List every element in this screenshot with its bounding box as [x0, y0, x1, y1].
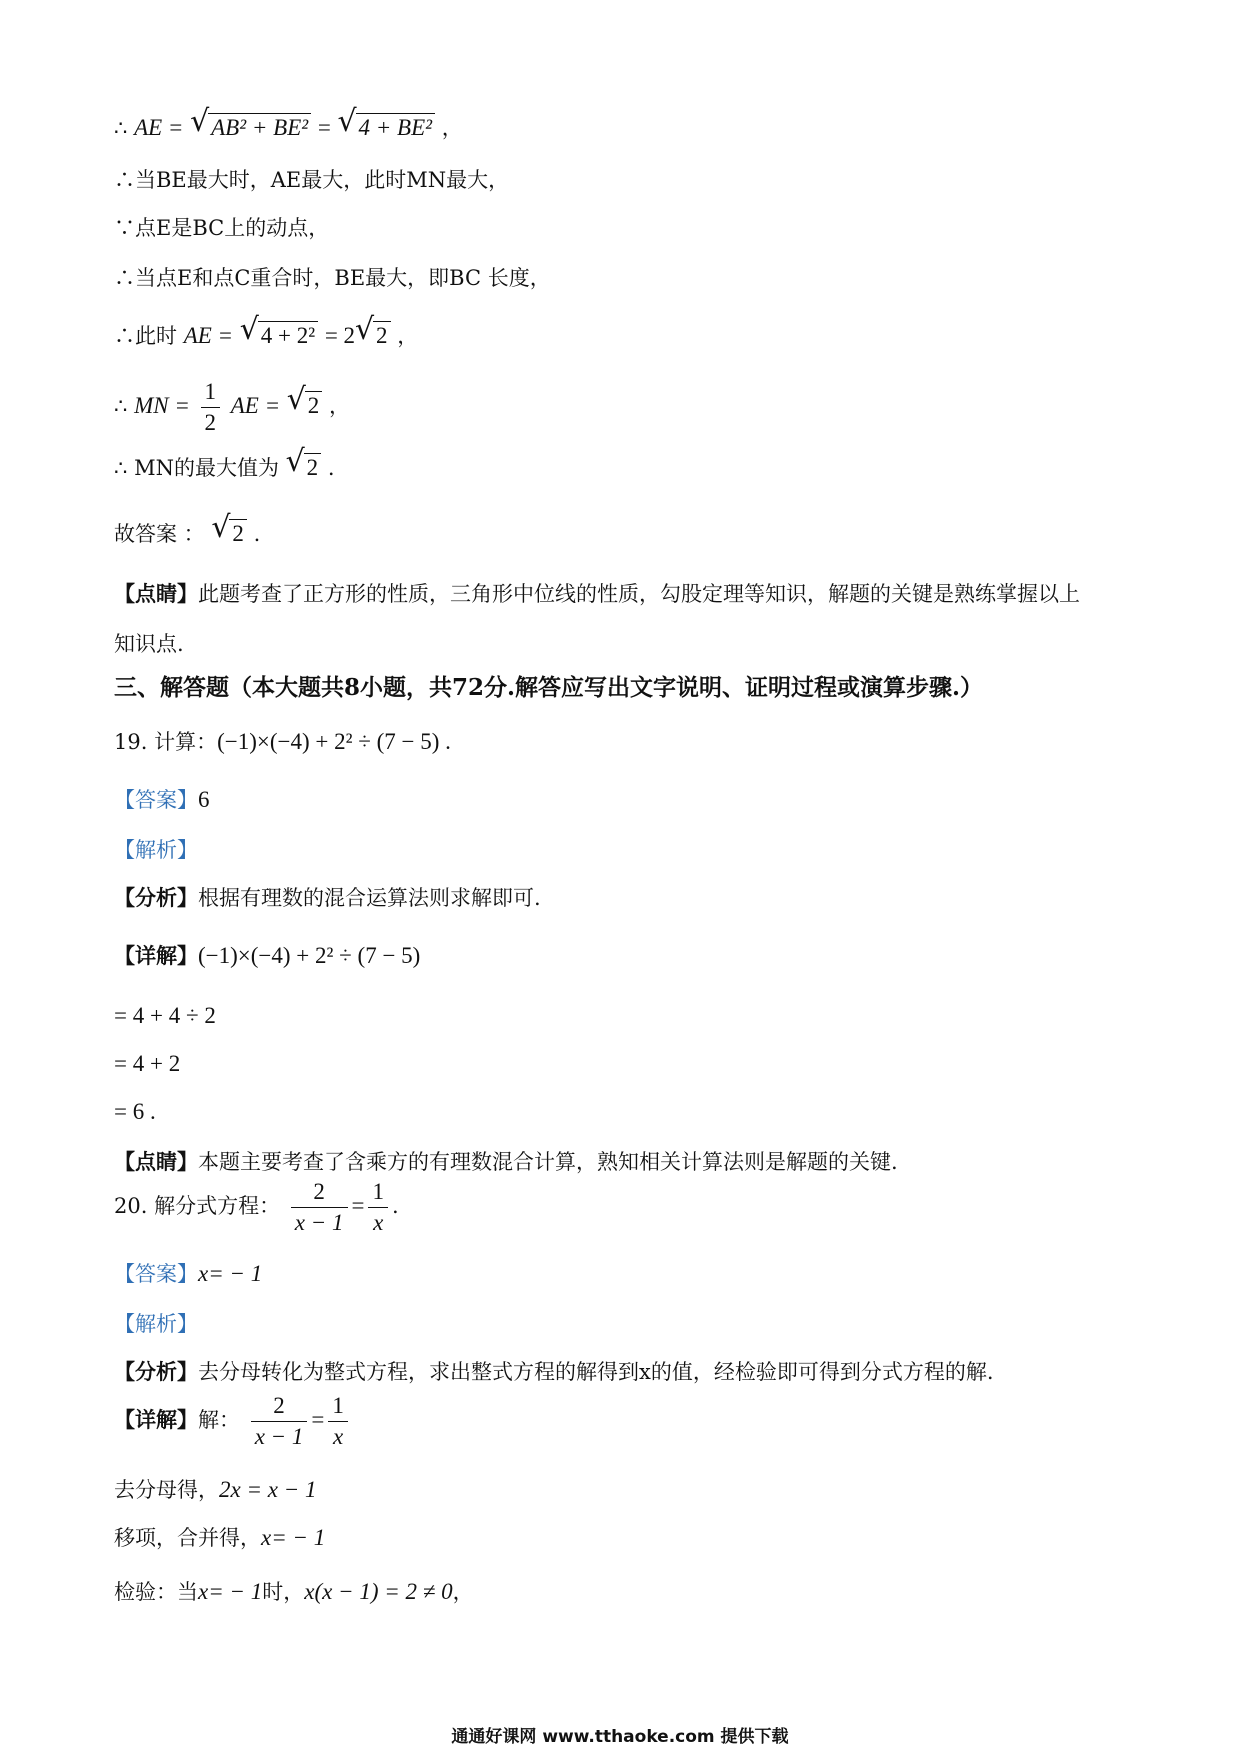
- tag-answer: 【答案】: [114, 1262, 198, 1286]
- radicand-4-be: 4 + BE²: [356, 113, 436, 142]
- text-prefix: ∴此时: [114, 324, 177, 348]
- radicand: 2: [305, 391, 323, 420]
- radicand: 2: [229, 519, 247, 548]
- radicand: 4 + 2²: [258, 321, 318, 350]
- q20-line: [114, 1176, 399, 1237]
- sqrt-2: [288, 452, 322, 484]
- radicand: 2: [304, 453, 322, 482]
- line-dianjing: [114, 578, 1080, 610]
- footer-source: 通通好课网 www.tthaoke.com 提供下载: [451, 1727, 789, 1747]
- q19-jiexi: 【解析】: [114, 838, 198, 862]
- text: 故答案 ：: [114, 522, 205, 546]
- q20-jiexi: 【解析】: [114, 1312, 198, 1336]
- sqrt-ab-be: [192, 112, 311, 144]
- text: MN的最大值为: [134, 456, 279, 480]
- radicand-ab-be: AB² + BE²: [208, 113, 311, 142]
- comma: ，: [328, 394, 350, 418]
- tag-xiangjie: 【详解】: [114, 1407, 198, 1432]
- denominator: x: [373, 1210, 384, 1235]
- line-mn-value: [114, 378, 350, 437]
- q20-answer: [114, 1258, 262, 1290]
- line-e-c-coincide: ∴当点E和点C重合时，BE最大，即BC 长度，: [114, 266, 551, 290]
- denominator: x − 1: [294, 1210, 344, 1235]
- period: .: [391, 1194, 399, 1218]
- expression: (−1)×(−4) + 2² ÷ (7 − 5): [198, 943, 421, 968]
- tag-answer: 【答案】: [114, 788, 198, 812]
- fraction-2-x-1: [291, 1178, 348, 1237]
- text: 本题主要考查了含乘方的有理数混合计算，熟知相关计算法则是解题的关键.: [198, 1150, 898, 1174]
- q19-step1: = 4 + 4 ÷ 2: [114, 1003, 216, 1028]
- text: 解：: [198, 1408, 240, 1432]
- therefore-symbol: ∴: [114, 456, 128, 480]
- q19-expression: (−1)×(−4) + 2² ÷ (7 − 5) .: [217, 729, 451, 754]
- tag-dianjing: 【点睛】: [114, 1149, 198, 1174]
- equals-sign: =: [351, 1193, 365, 1218]
- q19-step3: = 6 .: [114, 1099, 156, 1124]
- therefore-symbol: ∴: [114, 116, 128, 140]
- fraction-1-x: [368, 1178, 388, 1237]
- line-dianjing-cont: 知识点.: [114, 632, 184, 656]
- math-ae: AE =: [183, 323, 234, 348]
- q20-xiangjie: [114, 1390, 352, 1451]
- q19-answer: [114, 784, 210, 816]
- equals-sign: =: [317, 115, 331, 140]
- q20-fenxi: [114, 1356, 994, 1388]
- answer-value: 6: [198, 787, 210, 812]
- q19-label: 19. 计算：: [114, 730, 218, 754]
- line-ae-formula: [114, 112, 463, 144]
- line-answer: [114, 518, 260, 550]
- math-mn: MN =: [134, 393, 190, 418]
- math: x= − 1: [198, 1579, 263, 1604]
- text: 根据有理数的混合运算法则求解即可.: [198, 886, 541, 910]
- q19-fenxi: [114, 882, 541, 914]
- numerator: 1: [328, 1392, 348, 1422]
- therefore-symbol: ∴: [114, 394, 128, 418]
- numerator: 2: [251, 1392, 308, 1422]
- text: 检验：当: [114, 1580, 198, 1604]
- denominator: x: [333, 1424, 344, 1449]
- text: 去分母得，: [114, 1478, 219, 1502]
- denominator: 2: [204, 410, 217, 435]
- text: 去分母转化为整式方程，求出整式方程的解得到x的值，经检验即可得到分式方程的解.: [198, 1360, 994, 1384]
- sqrt-2: [213, 518, 247, 550]
- q19-line: [114, 726, 451, 758]
- equals-two: = 2: [324, 323, 356, 348]
- q19-dianjing: [114, 1146, 898, 1178]
- q20-label: 20. 解分式方程：: [114, 1194, 281, 1218]
- period: .: [253, 522, 261, 546]
- fraction-2-x-1: [251, 1392, 308, 1451]
- line-be-max: ∴当BE最大时，AE最大，此时MN最大，: [114, 168, 510, 192]
- math-ae: AE =: [230, 393, 281, 418]
- tag-fenxi: 【分析】: [114, 885, 198, 910]
- text: 时，: [262, 1580, 305, 1604]
- q20-step2: [114, 1522, 325, 1554]
- numerator: 1: [201, 378, 221, 408]
- sqrt-2: [289, 390, 323, 422]
- math: x= − 1: [261, 1525, 326, 1550]
- tag-fenxi: 【分析】: [114, 1359, 198, 1384]
- numerator: 2: [291, 1178, 348, 1208]
- q20-step3: [114, 1576, 474, 1608]
- sqrt-2: [357, 320, 391, 352]
- radicand: 2: [373, 321, 391, 350]
- text: 移项，合并得，: [114, 1526, 261, 1550]
- equals-sign: =: [311, 1407, 325, 1432]
- comma: ，: [397, 324, 419, 348]
- q19-step2: = 4 + 2: [114, 1051, 181, 1076]
- section-heading: 三、解答题（本大题共8小题，共72分.解答应写出文字说明、证明过程或演算步骤.）: [114, 674, 984, 701]
- text: 此题考查了正方形的性质，三角形中位线的性质，勾股定理等知识，解题的关键是熟练掌握以上: [198, 582, 1080, 606]
- denominator: x − 1: [254, 1424, 304, 1449]
- period: .: [327, 456, 335, 480]
- line-ae-value: [114, 320, 418, 352]
- q19-xiangjie: [114, 940, 420, 972]
- math: x(x − 1) = 2 ≠ 0: [304, 1579, 453, 1604]
- numerator: 1: [368, 1178, 388, 1208]
- math: 2x = x − 1: [219, 1477, 317, 1502]
- answer-value: x= − 1: [198, 1261, 263, 1286]
- comma: ，: [452, 1580, 474, 1604]
- tag-dianjing: 【点睛】: [114, 581, 198, 606]
- line-e-moving: ∵点E是BC上的动点，: [114, 216, 330, 240]
- fraction-half: [201, 378, 221, 437]
- sqrt-4-2sq: [242, 320, 318, 352]
- line-mn-max: [114, 452, 335, 484]
- tag-xiangjie: 【详解】: [114, 943, 198, 968]
- comma: ，: [441, 116, 463, 140]
- q20-step1: [114, 1474, 316, 1506]
- sqrt-4-be: [340, 112, 436, 144]
- math-ae: AE =: [134, 115, 184, 140]
- fraction-1-x: [328, 1392, 348, 1451]
